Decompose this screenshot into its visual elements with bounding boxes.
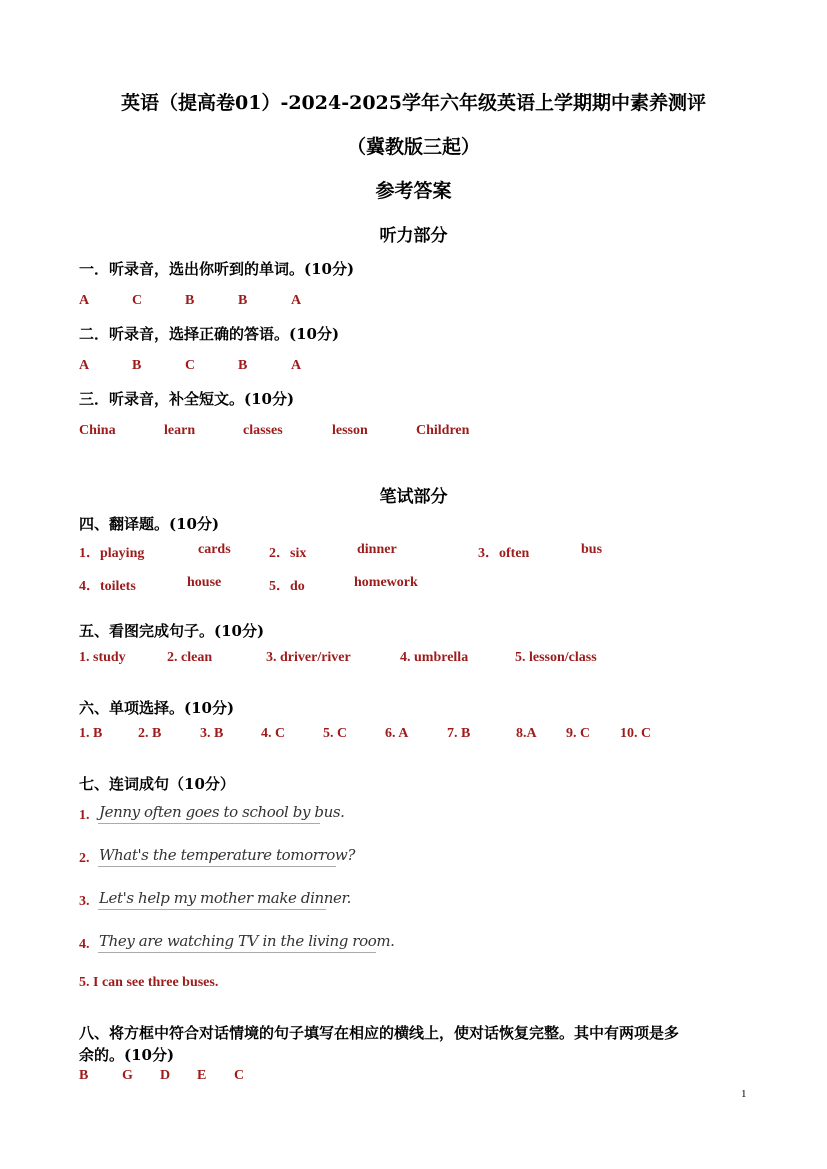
q5-answer: 1. study	[79, 650, 126, 665]
q3-answer: Children	[416, 423, 470, 438]
writing-heading: 笔试部分	[379, 487, 448, 507]
document-title-line2: （冀教版三起）	[346, 136, 480, 158]
q4-answer: house	[187, 575, 222, 590]
q1-title: 一．听录音，选出你听到的单词。(10分)	[79, 260, 355, 278]
listening-heading: 听力部分	[379, 226, 448, 246]
q6-answer: 1. B	[79, 726, 103, 741]
handwriting-guide-line	[98, 823, 320, 824]
handwriting-guide-line	[98, 866, 336, 867]
q8-title-line1: 八、将方框中符合对话情境的句子填写在相应的横线上，使对话恢复完整。其中有两项是多	[79, 1024, 680, 1042]
q7-item5-answer: 5. I can see three buses.	[79, 975, 219, 990]
q1-answer: B	[185, 293, 195, 308]
q6-answer: 10. C	[620, 726, 652, 741]
q2-answer: B	[238, 358, 248, 373]
q7-item-number: 1.	[79, 808, 90, 823]
q3-answer: classes	[243, 423, 283, 438]
q8-answer: E	[197, 1068, 207, 1083]
q7-handwritten-answer: They are watching TV in the living room.	[99, 932, 395, 950]
q3-answer: China	[79, 423, 116, 438]
q1-answer: A	[291, 293, 302, 308]
q8-answer: B	[79, 1068, 89, 1083]
q3-answer: lesson	[332, 423, 368, 438]
q4-answer: 3．often	[478, 546, 530, 561]
q7-handwritten-answer: What's the temperature tomorrow?	[99, 846, 355, 864]
q4-answer: bus	[581, 542, 603, 557]
q7-handwritten-answer: Jenny often goes to school by bus.	[99, 803, 345, 821]
q1-answer: A	[79, 293, 90, 308]
q1-answer: B	[238, 293, 248, 308]
q4-title: 四、翻译题。(10分)	[79, 515, 220, 533]
q7-item-number: 3.	[79, 894, 90, 909]
q6-answer: 9. C	[566, 726, 591, 741]
q4-answer: cards	[198, 542, 231, 557]
handwriting-guide-line	[98, 952, 376, 953]
q6-answer: 8.A	[516, 726, 537, 741]
q5-answer: 3. driver/river	[266, 650, 351, 665]
q2-answer: C	[185, 358, 196, 373]
q4-answer: dinner	[357, 542, 397, 557]
q7-title: 七、连词成句（10分）	[79, 775, 235, 793]
q6-answer: 3. B	[200, 726, 224, 741]
q6-answer: 7. B	[447, 726, 471, 741]
q6-answer: 5. C	[323, 726, 348, 741]
q7-item-number: 2.	[79, 851, 90, 866]
q1-answer: C	[132, 293, 143, 308]
answer-heading: 参考答案	[375, 180, 452, 202]
q2-answer: A	[79, 358, 90, 373]
q8-answer: G	[122, 1068, 133, 1083]
q2-title: 二．听录音，选择正确的答语。(10分)	[79, 325, 340, 343]
q3-title: 三．听录音，补全短文。(10分)	[79, 390, 295, 408]
q5-answer: 4. umbrella	[400, 650, 469, 665]
q6-answer: 6. A	[385, 726, 409, 741]
q6-title: 六、单项选择。(10分)	[79, 699, 235, 717]
q7-handwritten-answer: Let's help my mother make dinner.	[99, 889, 351, 907]
q4-answer: 5．do	[269, 579, 305, 594]
q8-answer: C	[234, 1068, 245, 1083]
q5-answer: 2. clean	[167, 650, 213, 665]
q4-answer: 4．toilets	[79, 579, 136, 594]
page-number: 1	[741, 1088, 747, 1100]
handwriting-guide-line	[98, 909, 326, 910]
q2-answer: B	[132, 358, 142, 373]
q7-item-number: 4.	[79, 937, 90, 952]
q5-title: 五、看图完成句子。(10分)	[79, 622, 265, 640]
q2-answer: A	[291, 358, 302, 373]
q5-answer: 5. lesson/class	[515, 650, 597, 665]
q6-answer: 4. C	[261, 726, 286, 741]
q3-answer: learn	[164, 423, 196, 438]
q6-answer: 2. B	[138, 726, 162, 741]
q8-title-line2: 余的。(10分)	[79, 1046, 175, 1064]
q4-answer: homework	[354, 575, 418, 590]
q8-answer: D	[160, 1068, 171, 1083]
document-title-line1: 英语（提高卷01）-2024-2025学年六年级英语上学期期中素养测评	[121, 92, 706, 114]
q4-answer: 2．six	[269, 546, 307, 561]
q4-answer: 1．playing	[79, 546, 145, 561]
